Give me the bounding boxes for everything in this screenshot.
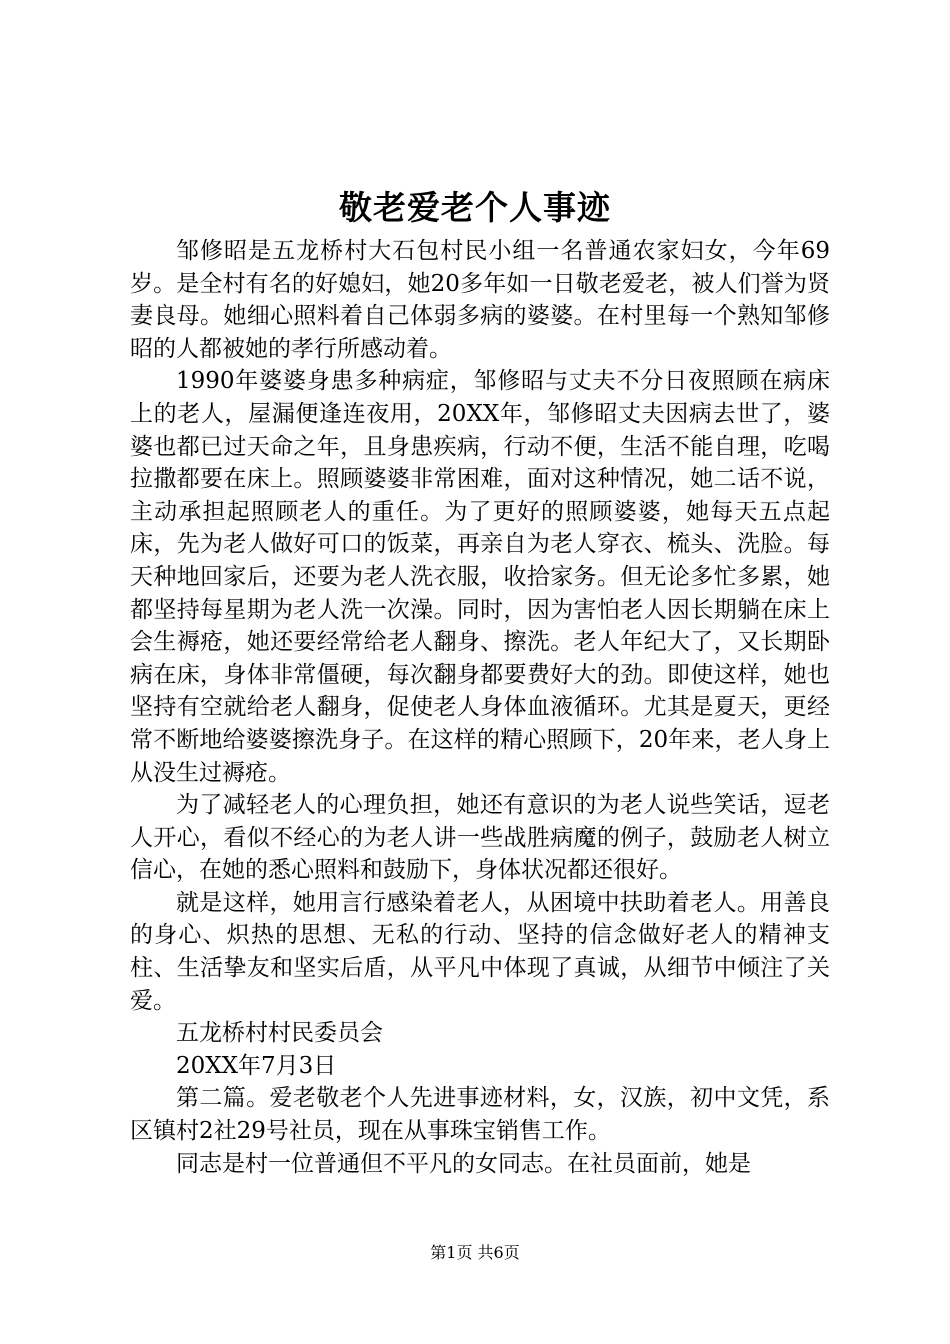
paragraph-care: 1990年婆婆身患多种病症，邹修昭与丈夫不分日夜照顾在病床上的老人，屋漏便逢连夜用，20XX年，邹修昭丈夫因病去世了，婆婆也都已过天命之年，且身患疾病，行动不便，生活不能自理，吃喝拉撒都要在床上。照顾婆婆非常困难，面对这种情况，她二话不说，主动承担起照顾老人的重任。为了更好的照顾婆婆，她每天五点起床，先为老人做好可口的饭菜，再亲自为老人穿衣、梳头、洗脸。每天种地回家后，还要为老人洗衣服，收拾家务。但无论多忙多累，她都坚持每星期为老人洗一次澡。同时，因为害怕老人因长期躺在床上会生褥疮，她还要经常给老人翻身、擦洗。老人年纪大了，又长期卧病在床，身体非常僵硬，每次翻身都要费好大的劲。即使这样，她也坚持有空就给老人翻身，促使老人身体血液循环。尤其是夏天，更经常不断地给婆婆擦洗身子。在这样的精心照顾下，20年来，老人身上从没生过褥疮。 xyxy=(130,368,830,786)
document-title: 敬老爱老个人事迹 xyxy=(339,188,611,227)
paragraph-second-article-continued: 同志是村一位普通但不平凡的女同志。在社员面前，她是 xyxy=(176,1150,751,1177)
paragraph-second-article: 第二篇。爱老敬老个人先进事迹材料，女，汉族，初中文凭，系区镇村2社29号社员，现在从事珠宝销售工作。 xyxy=(130,1085,830,1145)
paragraph-summary: 就是这样，她用言行感染着老人，从困境中扶助着老人。用善良的身心、炽热的思想、无私的行动、坚持的信念做好老人的精神支柱、生活挚友和坚实后盾，从平凡中体现了真诚，从细节中倾注了关爱。 xyxy=(130,889,830,1014)
signature-date: 20XX年7月3日 xyxy=(176,1052,337,1079)
signature-organization: 五龙桥村村民委员会 xyxy=(176,1020,383,1047)
page-number-footer: 第1页 共6页 xyxy=(430,1243,520,1262)
document-body xyxy=(130,235,830,1180)
paragraph-comfort: 为了减轻老人的心理负担，她还有意识的为老人说些笑话，逗老人开心，看似不经心的为老人讲一些战胜病魔的例子，鼓励老人树立信心，在她的悉心照料和鼓励下，身体状况都还很好。 xyxy=(130,792,830,884)
paragraph-intro: 邹修昭是五龙桥村大石包村民小组一名普通农家妇女，今年69岁。是全村有名的好媳妇，她20多年如一日敬老爱老，被人们誉为贤妻良母。她细心照料着自己体弱多病的婆婆。在村里每一个熟知邹修昭的人都被她的孝行所感动着。 xyxy=(130,238,830,362)
